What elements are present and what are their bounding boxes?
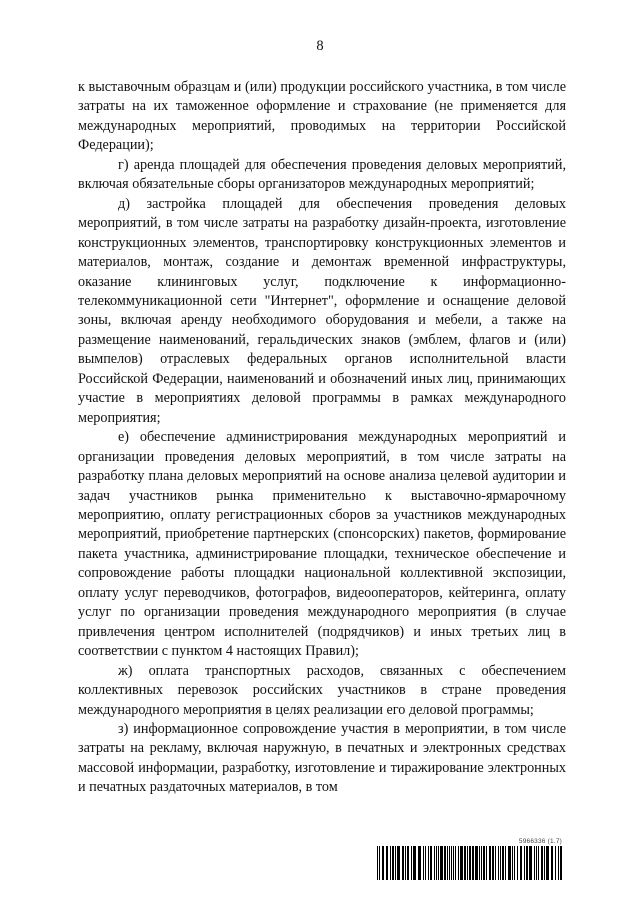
page-number: 8 bbox=[316, 38, 324, 54]
paragraph-item-e: е) обеспечение администрирования международных мероприятий и организации проведения деловых мероприятий, в том числе затраты на разработку плана деловых мероприятий на основе анализа целевой аудитории и задач участников рынка применительно к выставочно-ярмарочному мероприятию, оплату регистрационных сборов за участников международных мероприятий, приобретение партнерских (спонсорских) пакетов, формирование пакета участника, администрирование площадки, техническое обеспечение и сопровождение работы площадки национальной коллективной экспозиции, оплату услуг переводчиков, фотографов, видеооператоров, кейтеринга, оплату услуг по организации проведения международного мероприятия (в случае привлечения центром исполнителей (подрядчиков) и иных третьих лиц в соответствии с пунктом 4 настоящих Правил); bbox=[78, 429, 566, 660]
document-barcode-block bbox=[376, 838, 566, 880]
paragraph-item-g: г) аренда площадей для обеспечения проведения деловых мероприятий, включая обязательные сборы организаторов международных мероприятий; bbox=[78, 156, 566, 193]
paragraph-item-zh: ж) оплата транспортных расходов, связанных с обеспечением коллективных перевозок российских участников в стране проведения международного мероприятия в целях реализации его деловой программы; bbox=[78, 662, 566, 718]
paragraph-item-z: з) информационное сопровождение участия в мероприятии, в том числе затраты на рекламу, включая наружную, в печатных и электронных средствах массовой информации, разработку, изготовление и тиражирование электронных и печатных раздаточных материалов, в том bbox=[78, 720, 566, 796]
document-body bbox=[78, 78, 566, 798]
paragraph-item-d: д) застройка площадей для обеспечения проведения деловых мероприятий, в том числе затраты на разработку дизайн-проекта, изготовление конструкционных элементов, транспортировку конструкционных элементов и материалов, монтаж, создание и демонтаж временной инфраструктуры, оказание клининговых услуг, подключение к информационно-телекоммуникационной сети "Интернет", оформление и оснащение деловой зоны, включая аренду необходимого оборудования и мебели, а также на размещение наименований, геральдических знаков (эмблем, флагов и (или) вымпелов) отраслевых федеральных органов исполнительной власти Российской Федерации, наименований и обозначений иных лиц, принимающих участие в мероприятиях деловой программы в рамках международного мероприятия; bbox=[78, 195, 566, 426]
barcode-id: 5966336 (1.7) bbox=[518, 838, 562, 845]
barcode-icon bbox=[376, 846, 566, 880]
paragraph-continuation: к выставочным образцам и (или) продукции российского участника, в том числе затраты на их таможенное оформление и страхование (не применяется для международных мероприятий, проводимых на территории Российской Федерации); bbox=[78, 79, 566, 154]
